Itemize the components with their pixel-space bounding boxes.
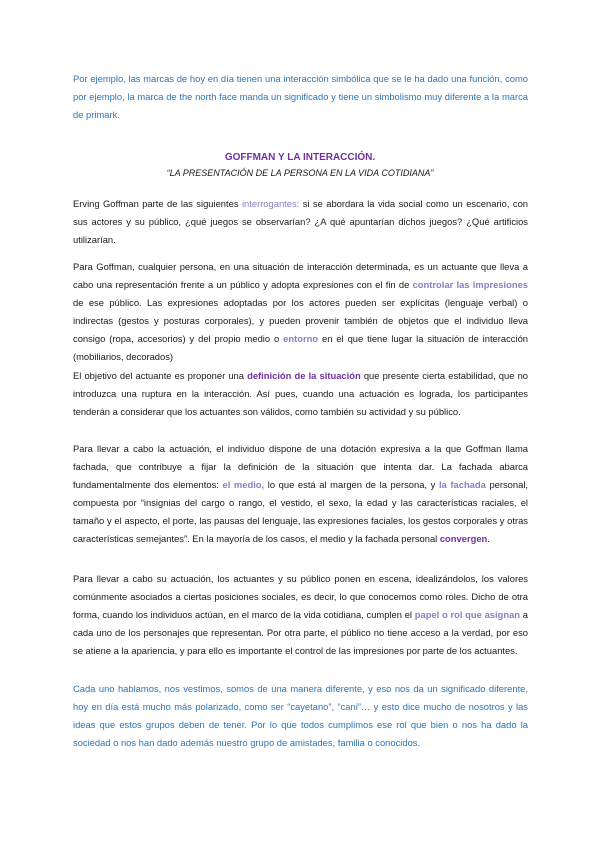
paragraph-actuante [73,258,528,366]
highlight-papel-rol: papel o rol que asignan [414,609,521,620]
highlight-la-fachada: la fachada [438,479,486,490]
p4-text-g: . [487,533,490,544]
p1-text-a: Erving Goffman parte de las siguientes [73,198,242,209]
highlight-controlar-impresiones: controlar las impresiones [412,279,529,290]
closing-paragraph [73,680,528,752]
section-subtitle: “LA PRESENTACIÓN DE LA PERSONA EN LA VIDA COTIDIANA” [166,168,434,178]
highlight-interrogantes: interrogantes: [241,198,300,209]
highlight-el-medio: el medio, [222,479,265,490]
p5-text-c: a cada uno de los personajes que representan. Por otra parte, el público no tiene acceso a la verdad, por eso se atiene a la apariencia, y para ello es importante el control de las impresiones por parte de los actuantes. [73,609,528,656]
highlight-entorno: entorno [283,333,319,344]
p2-text-a: Para Goffman, cualquier persona, en una situación de interacción determinada, es un actuante que lleva a cabo una representación frente a un público y adopta expresiones con el fin de [73,261,528,290]
intro-paragraph [73,70,528,124]
p1-text-c: si se abordara la vida social como un escenario, con sus actores y su público, ¿qué juegos se observarían? ¿A qué apuntarían dichos juegos? ¿Qué artificios utilizarían. [73,198,528,245]
p3-text-a: El objetivo del actuante es proponer una [73,370,248,381]
p4-text-c: lo que está al margen de la persona, y [264,479,439,490]
p2-text-e: en el que tiene lugar la situación de interacción (mobiliarios, decorados) [73,333,528,362]
highlight-definicion-situacion: definición de la situación [247,370,361,381]
p5-text-a: Para llevar a cabo su actuación, los actuantes y su público ponen en escena, idealizándolos, los valores comúnmente asociados a ciertas posiciones sociales, es decir, lo que conocemos como roles. Dicho de otra forma, cuando los individuos actúan, en el marco de la vida cotidiana, cumplen el [73,573,528,620]
p2-text-c: de ese público. Las expresiones adoptadas por los actores pueden ser explícitas (lenguaje verbal) o indirectas (gestos y posturas corporales), y pueden provenir también de objetos que el individuo lleva consigo (ropa, accesorios) y del propio medio o [73,297,528,344]
p4-text-a: Para llevar a cabo la actuación, el individuo dispone de una dotación expresiva a la que Goffman llama fachada, que contribuye a fijar la definición de la situación que intenta dar. La fachada abarca fundamentalmente dos elementos: [73,443,528,490]
intro-text: Por ejemplo, las marcas de hoy en día tienen una interacción simbólica que se le ha dado una función, como por ejemplo, la marca de the north face manda un significado y tiene un simbolismo muy diferente a la marca de primark. [73,73,528,120]
p3-text-c: que presente cierta estabilidad, que no introduzca una ruptura en la interacción. Así pues, cuando una actuación es lograda, los participantes tenderán a considerar que los actuantes son válidos, como también su actividad y su público. [73,370,529,417]
paragraph-roles [73,570,528,660]
paragraph-questions [73,195,528,249]
closing-text: Cada uno hablamos, nos vestimos, somos de una manera diferente, y eso nos da un significado diferente, hoy en día está mucho más polarizado, como ser “cayetano”, “cani”… y esto dice mucho de nosotros y las ideas que estos grupos deben de tener. Por lo que todos cumplimos ese rol que bien o nos ha dado la sociedad o nos han dado además nuestro grupo de amistades, familia o conocidos. [73,683,528,748]
paragraph-definicion [73,367,528,421]
highlight-convergen: convergen [439,533,488,544]
p4-text-e: personal, compuesta por “insignias del cargo o rango, el vestido, el sexo, la edad y las características raciales, el tamaño y el aspecto, el porte, las pausas del lenguaje, las expresiones faciales, los gestos corporales y otras características semejantes”. En la mayoría de los casos, el medio y la fachada personal [73,479,529,544]
paragraph-fachada [73,440,528,548]
section-title: GOFFMAN Y LA INTERACCIÓN. [224,152,376,163]
